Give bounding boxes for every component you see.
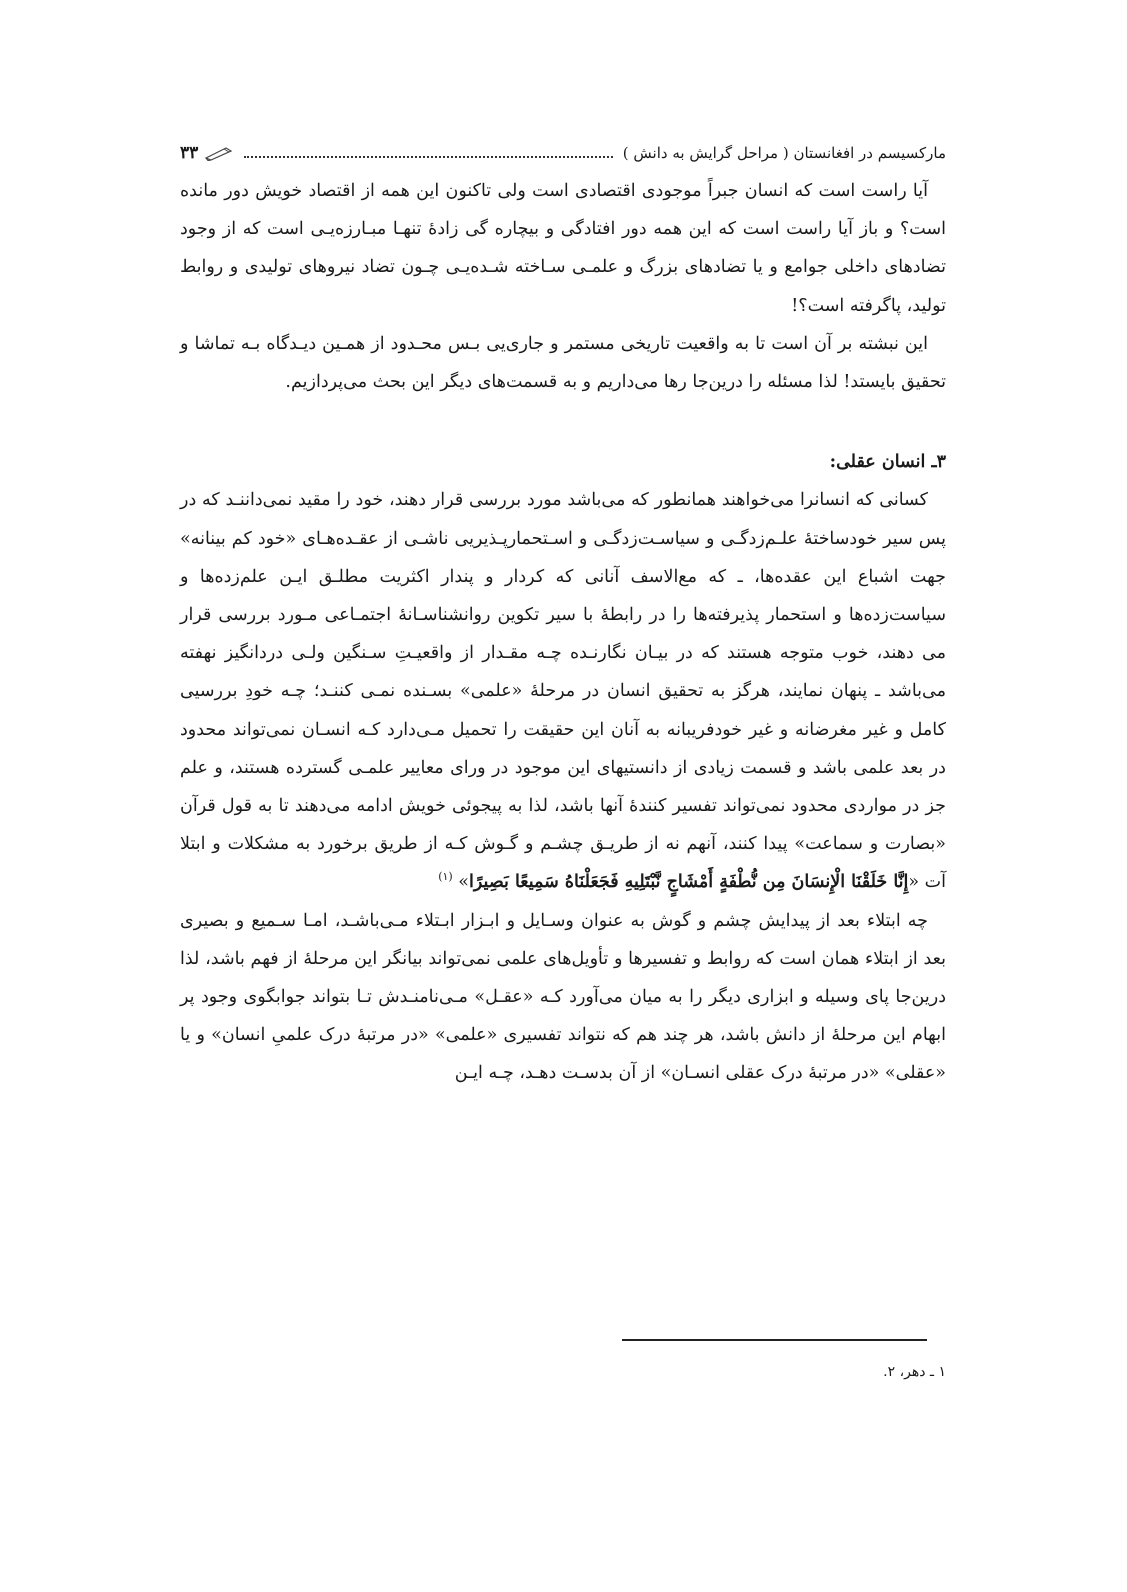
text-line: ادامه می‌دهند تا به قول قرآن «بصارت و سماعت» پیدا کنند، آنهم نه از طریـق چشـم و گـوش کـه از [180, 796, 946, 855]
text-line: کسانی که انسانرا می‌خواهند همانطور که می‌باشد مورد بررسی قرار دهند، خود را مقید نمی‌داننـد [225, 490, 928, 511]
text-line: آیا راست است که انسان جبراً موجودی اقتصادی است ولی تاکنون این همه از اقتصاد خویش [255, 181, 928, 201]
dotted-leader [244, 156, 613, 158]
quran-verse: إِنَّا خَلَقْنَا الْإِنسَانَ مِن نُّطْفَةٍ أَمْشَاجٍ نَّبْتَلِيهِ فَجَعَلْنَاهُ سَمِيعًا بَصِيرًا [469, 872, 909, 893]
text-line: که در پس سیر خودساختهٔ علـم‌زدگـی و سیاسـت‌زدگـی و اسـتحمارپـذیریی ناشـی از عقـده‌هـای [180, 490, 946, 549]
text-line: خودِ بررسیی کامل و غیر مغرضانه و غیر خودفریبانه به آنان این حقیقت را تحمیل مـی‌دارد کـه انسـان [180, 681, 946, 740]
text-line: تضاد نیروهای تولیدی و روابط تولید، پاگرفته است؟! [180, 257, 946, 316]
footnote-text: ۱ ـ دهر، ۲. [883, 1364, 946, 1380]
text-line: این نبشته بر آن است تا به واقعیت تاریخی مستمر و جاری‌یی بـس محـدود از همـین دیـدگاه بـه [240, 333, 928, 354]
footnote-marker[interactable]: (۱) [438, 870, 453, 884]
paragraph [180, 325, 946, 401]
page-body [180, 138, 946, 1093]
text-line: تماشا و تحقیق بایستد! لذا مسئله را درین‌جا رها می‌داریم و به قسمت‌های دیگر این بحث می‌پردازیم. [180, 333, 946, 393]
text-line: نمی‌تواند محدود در بعد علمی باشد و قسمت زیادی از دانستیهای این موجود در ورای معاییر علمـی [180, 719, 946, 778]
text-line: دور مانده است؟ و باز آیا راست است که این همه دور افتادگی و بیچاره گی زادهٔ تنهـا مبـارزه‌یـی [180, 181, 946, 240]
pencil-icon [204, 145, 234, 161]
running-header-title: مارکسیسم در افغانستان ( مراحل گرایش به دانش ) [622, 144, 946, 162]
text-line: چه ابتلاء بعد از پیدایش چشم و گوش به عنوان وسـایل و ابـزار ابـتلاء مـی‌باشـد، امـا سـمیع و [235, 910, 928, 931]
paragraph [180, 902, 946, 1093]
text-line: » [458, 872, 470, 893]
text-line: بتواند جوابگوی وجود پر ابهام این مرحلهٔ از دانش باشد، هر چند هم که نتواند تفسیری «علمی» «در [180, 987, 946, 1046]
text-line: گسترده هستند، و علم جز در مواردی محدود نمی‌تواند تفسیر کنندهٔ آنها باشد، لذا به پیجوئی خویش [180, 757, 946, 817]
text-line: است که از وجود تضادهای داخلی جوامع و یا تضادهای بزرگ و علمـی سـاخته شـده‌یـی چـون [180, 219, 946, 278]
text-line: بررسی قرار می دهند، خوب متوجه هستند که در بیـان نگارنـده چـه مقـدار از واقعیـتِ سـنگین ولـی [180, 605, 946, 664]
running-header [180, 138, 946, 168]
footnote-divider [622, 1339, 927, 1341]
text-line: از فهم باشد، لذا درین‌جا پای وسیله و ابزاری دیگر را به میان می‌آورد کـه «عقـل» مـی‌نامنـدش تـا [180, 948, 946, 1008]
main-text [180, 172, 946, 1093]
text-line: علم‌زده‌ها و سیاست‌زده‌ها و استحمار پذیرفته‌ها را در رابطهٔ با سیر تکوین روانشناسـانهٔ اجتمـاعی مـورد [180, 566, 946, 626]
paragraph [180, 481, 946, 901]
text-line: طریق برخورد به مشکلات و ابتلا آت « [180, 834, 946, 893]
text-line: مرتبهٔ درک علمیِ انسان» و یا «عقلی» «در مرتبهٔ درک عقلی انسـان» از آن بدسـت دهـد، چـه ایـن [180, 1025, 946, 1084]
page-number: ۳۳ [180, 143, 199, 163]
paragraph [180, 172, 946, 325]
section-heading: ۳ـ انسان عقلی: [829, 452, 946, 473]
text-line: بصیری بعد از ابتلاء همان است که روابط و تفسیرها و تأویل‌های علمی نمی‌تواند بیانگر این مرحلهٔ [180, 910, 946, 969]
text-line: دردانگیز نهفته می‌باشد ـ پنهان نمایند، هرگز به تحقیق انسان در مرحلهٔ «علمی» بسـنده نمـی کننـد؛ چـه [180, 643, 946, 702]
text-line: «خود کم بینانه» جهت اشباع این عقده‌ها، ـ که مع‌الاسف آنانی که کردار و پندار اکثریت مطلـق ایـن [180, 528, 946, 587]
